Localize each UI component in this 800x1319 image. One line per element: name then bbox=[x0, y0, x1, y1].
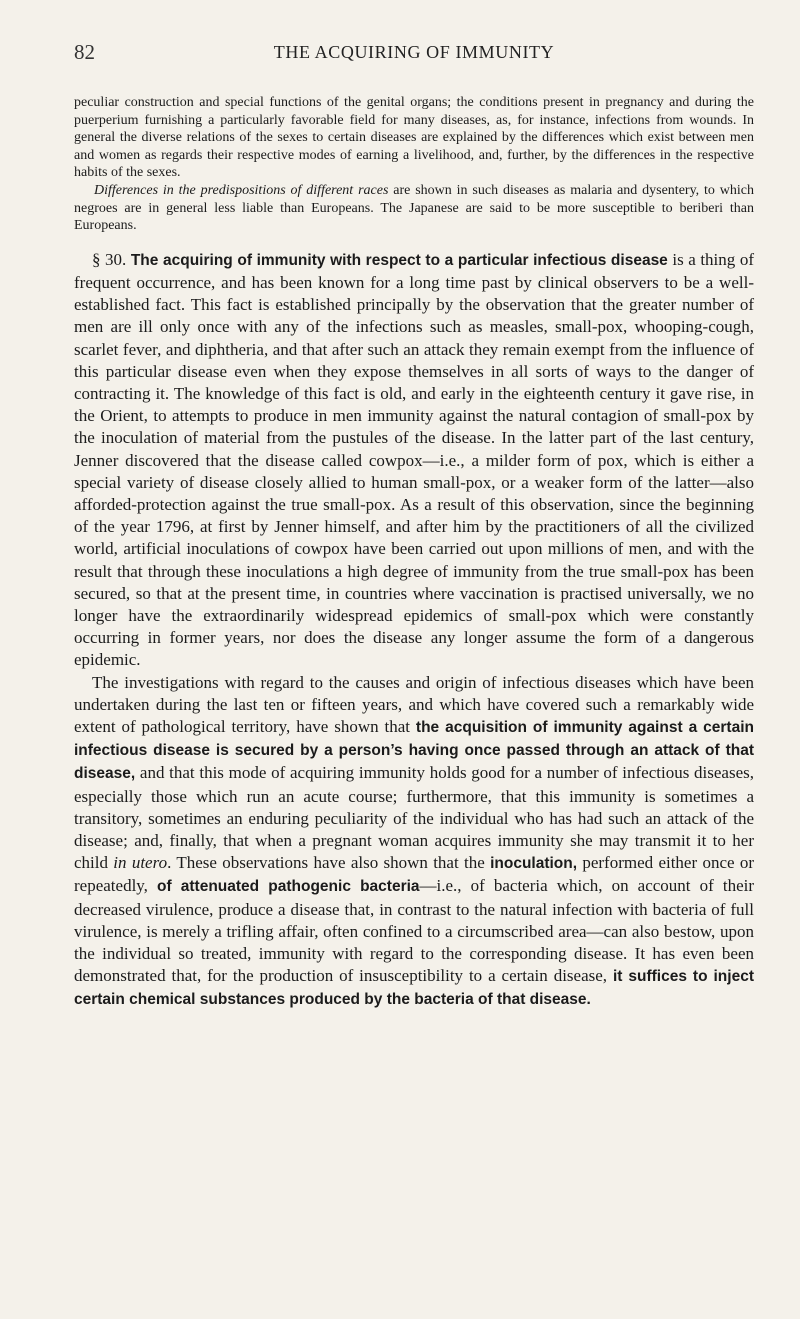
section-30-paragraph bbox=[74, 249, 754, 672]
inoculation-emphasis: inoculation, bbox=[490, 855, 578, 873]
chemical-substances-emphasis: it suffices to inject certain chemical substances produced by the bacteria of that disease. bbox=[74, 968, 754, 1009]
section-mark: § 30. bbox=[92, 249, 131, 269]
investigations-text-d: performed either once or repeatedly, bbox=[74, 853, 754, 896]
investigations-text-e: —i.e., of bacteria which, on account of their decreased virulence, produce a disease that, in contrast to the natural infection with bacteria of full virulence, is merely a trifling affair, often confined to a circumscribed area—can also bestow, upon the individual so treated, immunity with regard to the corresponding disease. It has even been demonstrated that, for the production of insusceptibility to a certain disease, bbox=[74, 876, 754, 986]
page-header bbox=[74, 40, 754, 70]
investigations-text-c: . These observations have also shown that the bbox=[167, 853, 491, 873]
attenuated-bacteria-emphasis: of attenuated pathogenic bacteria bbox=[157, 878, 420, 896]
running-title: THE ACQUIRING OF IMMUNITY bbox=[273, 42, 555, 62]
small-paragraph-1: peculiar construction and special functions of the genital organs; the conditions present in pregnancy and during the puerperium furnishing a particularly favorable field for many diseases, as, for instance, infections from wounds. In general the diverse relations of the sexes to certain diseases are explained by the differences which exist between men and women as regards their respective modes of earning a livelihood, and, further, by the differences in the respective habits of the sexes. bbox=[74, 95, 754, 181]
in-utero-term: in utero bbox=[113, 853, 168, 873]
small-paragraph-2-text: are shown in such diseases as malaria and dysentery, to which negroes are in general less liable than Europeans. The Japanese are said to be more susceptible to beriberi than Europeans. bbox=[74, 182, 755, 234]
investigations-text-a: The investigations with regard to the causes and origin of infectious diseases which have been undertaken during the last ten or fifteen years, and which have covered such a remarkably wide extent of pathological territory, have shown that bbox=[74, 672, 754, 737]
main-text-block bbox=[74, 249, 754, 1012]
investigations-paragraph bbox=[74, 672, 754, 1012]
section-30-text: is a thing of frequent occurrence, and has been known for a long time past by clinical observers to be a well-established fact. This fact is established principally by the observation that the greater number of men are ill only once with any of the infections such as measles, small-pox, whooping-cough, scarlet fever, and diphtheria, and that after such an attack they remain exempt from the influence of this particular disease even when they expose themselves in all sorts of ways to the danger of contracting it. The knowledge of this fact is old, and early in the eighteenth century it gave rise, in the Orient, to attempts to produce in men immunity against the natural contagion of small-pox by the inoculation of material from the pustules of the disease. In the latter part of the last century, Jenner discovered that the disease called cowpox—i.e., a milder form of pox, which is either a special variety of disease closely allied to human small-pox, or a weaker form of the latter—also afforded-protection against the true small-pox. As a result of this observation, since the beginning of the year 1796, at first by Jenner himself, and after him by the practitioners of all the civilized world, artificial inoculations of cowpox have been carried out upon millions of men, and with the result that through these inoculations a high degree of immunity from the true small-pox has been secured, so that at the present time, in countries where vaccination is practised universally, we no longer have the extraordinarily widespread epidemics of small-pox which were constantly occurring in former years, nor does the disease any longer assume the form of a dangerous epidemic. bbox=[74, 249, 754, 670]
acquisition-emphasis: the acquisition of immunity against a certain infectious disease is secured by a person’s having once passed through an attack of that disease, bbox=[74, 719, 754, 783]
investigations-text-b: and that this mode of acquiring immunity holds good for a number of infectious diseases, especially those which run an acute course; furthermore, that this immunity is sometimes a transitory, sometimes an enduring peculiarity of the individual who has had such an attack of the disease; and, finally, that when a pregnant woman acquires immunity she may transmit it to her child bbox=[74, 763, 754, 873]
small-paragraph-2 bbox=[74, 182, 754, 235]
book-page bbox=[74, 40, 754, 1012]
page-number: 82 bbox=[74, 40, 95, 64]
section-30-heading: The acquiring of immunity with respect to a particular infectious disease bbox=[130, 251, 668, 269]
small-print-block bbox=[74, 94, 754, 235]
race-predisposition-heading: Differences in the predispositions of different races bbox=[94, 182, 389, 198]
